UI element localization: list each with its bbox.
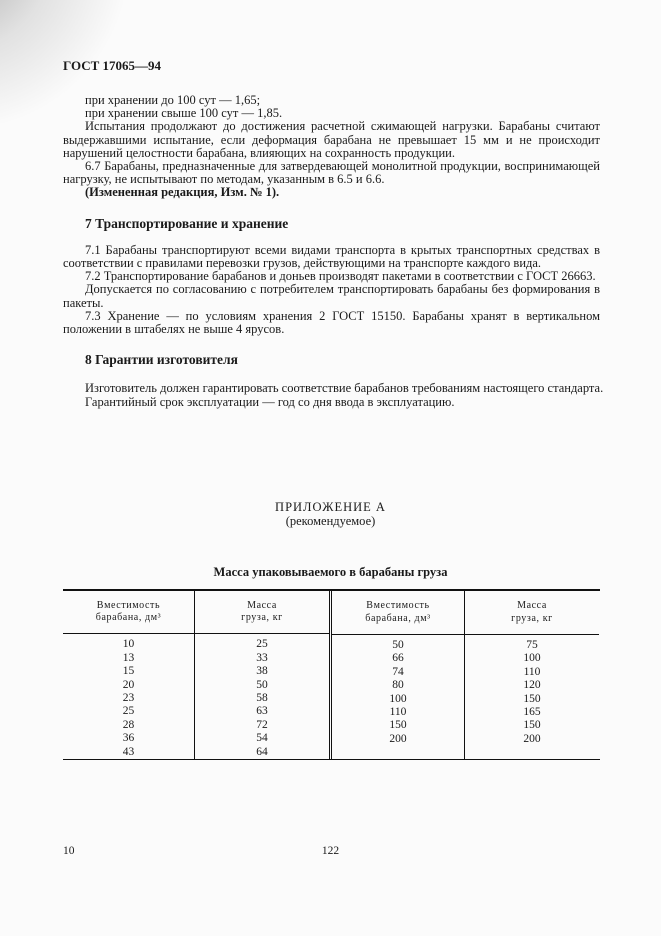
header-line: барабана, дм³ xyxy=(95,612,162,624)
paragraph-8-warranty-term: Гарантийный срок эксплуатации — год со дня ввода в эксплуатацию. xyxy=(85,394,455,409)
table-value: 150 xyxy=(523,692,541,705)
table-column-capacity-left xyxy=(63,591,195,759)
table-value: 100 xyxy=(523,652,541,665)
table-value: 150 xyxy=(389,719,407,732)
table-value: 38 xyxy=(256,665,268,678)
section-7-heading: 7 Транспортирование и хранение xyxy=(85,215,289,231)
table-value: 200 xyxy=(389,732,407,745)
table-cells-capacity-right xyxy=(332,635,464,759)
table-header-mass-right xyxy=(465,591,599,635)
table-value: 100 xyxy=(389,692,407,705)
paragraph-7-3: 7.3 Хранение — по условиям хранения 2 ГОСТ 15150. Барабаны хранят в вертикальном положении в штабелях не выше 4 ярусов. xyxy=(63,308,600,337)
table-value: 20 xyxy=(122,678,135,691)
table-value: 13 xyxy=(122,651,135,664)
table-header-mass-left xyxy=(195,591,329,634)
table-value: 50 xyxy=(392,639,404,651)
table-value: 28 xyxy=(122,718,135,731)
paragraph-amended-edition: (Измененная редакция, Изм. № 1). xyxy=(85,185,280,200)
paragraph-7-1: 7.1 Барабаны транспортируют всеми видами транспорта в крытых транспортных средствах в соответствии с правилами перевозки грузов, действующими на транспорте каждого вида. xyxy=(63,242,600,271)
header-line: Вместимость xyxy=(96,599,161,611)
page-number-section: 10 xyxy=(63,845,75,857)
table-column-mass-left xyxy=(195,591,332,759)
section-8-heading: 8 Гарантии изготовителя xyxy=(85,352,238,368)
appendix-sublabel: (рекомендуемое) xyxy=(285,514,376,528)
table-value: 110 xyxy=(523,665,541,678)
table-value: 200 xyxy=(523,732,541,745)
table-value: 75 xyxy=(526,639,538,651)
table-title: Масса упаковываемого в барабаны груза xyxy=(213,565,448,579)
table-value: 58 xyxy=(256,691,268,704)
paragraph-7-2-note: Допускается по согласованию с потребителем транспортировать барабаны без формирования в пакеты. xyxy=(63,282,600,310)
table-value: 23 xyxy=(122,691,135,704)
table-value: 25 xyxy=(122,705,135,718)
table-value: 25 xyxy=(256,638,268,651)
table-value: 110 xyxy=(389,706,407,719)
table-value: 80 xyxy=(392,679,404,692)
paragraph-7-2: 7.2 Транспортирование барабанов и доньев производят пакетами в соответствии с ГОСТ 26663. xyxy=(85,269,596,284)
paragraph-6-7: 6.7 Барабаны, предназначенные для затвердевающей монолитной продукции, воспринимающей нагрузку, не испытывают по методам, указанным в 6.5 и 6.6. xyxy=(63,159,600,187)
header-line: груза, кг xyxy=(511,612,553,624)
header-line: барабана, дм³ xyxy=(365,612,431,624)
document-code: ГОСТ 17065—94 xyxy=(63,58,162,73)
table-value: 50 xyxy=(256,678,268,691)
table-header-capacity-right xyxy=(332,591,464,635)
paragraph-storage-100: при хранении до 100 сут — 1,65; xyxy=(85,93,261,107)
table-value: 33 xyxy=(256,651,268,664)
table-value: 64 xyxy=(256,745,268,758)
paragraph-test-continuation: Испытания продолжают до достижения расчетной сжимающей нагрузки. Барабаны считают выдержавшими испытание, если деформация барабана не превышает 15 мм и не происходит нарушений целостности барабана, влияющих на сохранность продукции. xyxy=(63,119,600,160)
paragraph-storage-over-100: при хранении свыше 100 сут — 1,85. xyxy=(85,106,283,121)
table-cells-mass-right xyxy=(465,635,599,759)
main-text xyxy=(63,93,604,409)
table-value: 165 xyxy=(523,706,541,719)
table-value: 72 xyxy=(256,718,268,731)
table-value: 120 xyxy=(523,679,541,692)
table-value: 15 xyxy=(122,665,135,678)
table-value: 36 xyxy=(122,732,135,745)
table-value: 66 xyxy=(392,652,404,665)
appendix-header xyxy=(0,500,661,528)
table-value: 10 xyxy=(122,638,135,651)
mass-table xyxy=(63,589,600,760)
header-line: груза, кг xyxy=(241,612,283,624)
table-column-capacity-right xyxy=(332,591,465,759)
table-value: 74 xyxy=(392,665,404,678)
header-line: Масса xyxy=(517,600,547,611)
appendix-label: ПРИЛОЖЕНИЕ А xyxy=(275,500,386,514)
table-column-mass-right xyxy=(465,591,599,759)
table-value: 150 xyxy=(523,719,541,732)
table-header-capacity-left xyxy=(63,591,194,634)
page-number: 122 xyxy=(321,845,340,857)
paragraph-8-guarantee: Изготовитель должен гарантировать соответствие барабанов требованиям настоящего стандарта. xyxy=(85,381,604,396)
table-cells-capacity-left xyxy=(63,634,194,759)
table-value: 43 xyxy=(122,745,135,758)
header-line: Вместимость xyxy=(366,600,430,611)
table-value: 54 xyxy=(256,732,268,745)
table-value: 63 xyxy=(256,705,268,718)
header-line: Масса xyxy=(247,599,277,611)
table-cells-mass-left xyxy=(195,634,329,759)
